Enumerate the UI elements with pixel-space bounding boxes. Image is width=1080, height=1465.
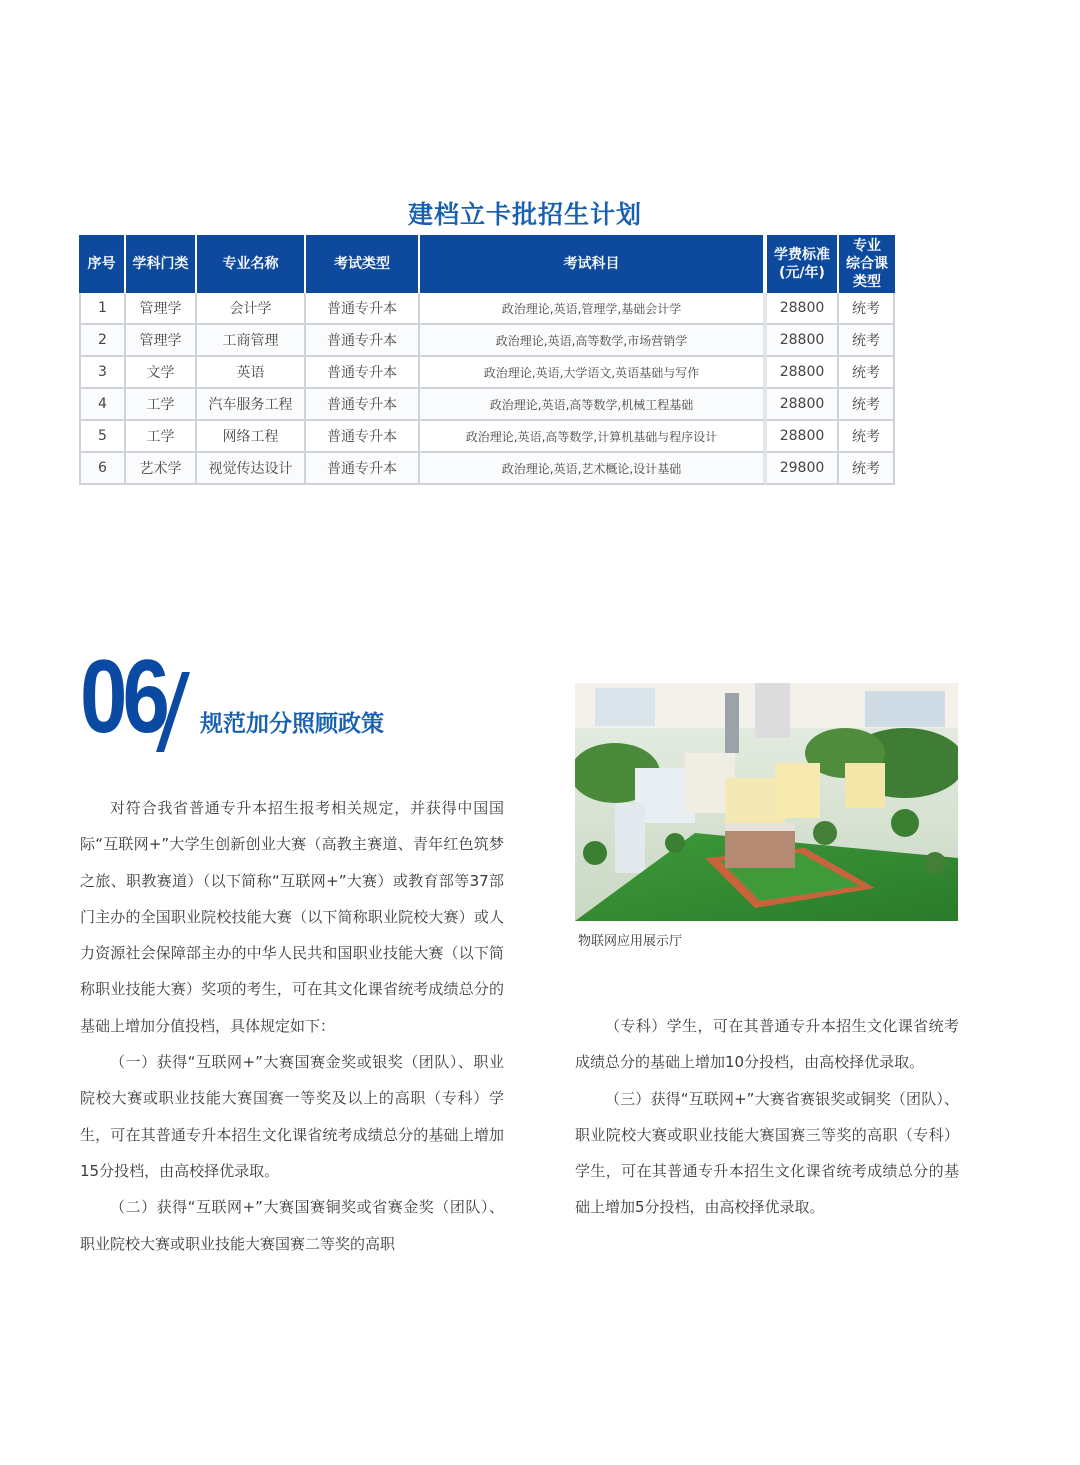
cell-category: 艺术学 [126, 453, 197, 485]
cell-exam-type: 普通专升本 [306, 421, 420, 453]
body-paragraph: 对符合我省普通专升本招生报考相关规定，并获得中国国际“互联网+”大学生创新创业大赛（高教主赛道、青年红色筑梦之旅、职教赛道）（以下简称“互联网+”大赛）或教育部等37部门主办的全国职业院校技能大赛（以下简称职业院校大赛）或人力资源社会保障部主办的中华人民共和国职业技能大赛（以下简称职业技能大赛）奖项的考生，可在其文化课省统考成绩总分的基础上增加分值投档，具体规定如下： [80, 799, 504, 1035]
enrollment-plan-table [79, 235, 895, 485]
cell-seq: 5 [79, 421, 126, 453]
cell-course-type: 统考 [839, 357, 895, 389]
cell-course-type: 统考 [839, 325, 895, 357]
cell-subjects: 政治理论,英语,高等数学,机械工程基础 [420, 389, 767, 421]
cell-subjects: 政治理论,英语,高等数学,市场营销学 [420, 325, 767, 357]
cell-category: 文学 [126, 357, 197, 389]
section-number: 06 [80, 639, 166, 755]
cell-category: 管理学 [126, 293, 197, 325]
table-row [79, 421, 895, 453]
cell-fee: 28800 [767, 389, 839, 421]
header-course-line3: 类型 [853, 274, 881, 290]
cell-course-type: 统考 [839, 421, 895, 453]
cell-category: 工学 [126, 421, 197, 453]
table-title: 建档立卡批招生计划 [407, 200, 642, 229]
header-fee [767, 235, 839, 293]
body-left-column [80, 790, 504, 1262]
header-course-line1: 专业 [853, 238, 881, 254]
cell-fee: 29800 [767, 453, 839, 485]
header-exam-type: 考试类型 [306, 235, 420, 293]
cell-subjects: 政治理论,英语,高等数学,计算机基础与程序设计 [420, 421, 767, 453]
body-paragraph: （一）获得“互联网+”大赛国赛金奖或银奖（团队）、职业院校大赛或职业技能大赛国赛一等奖及以上的高职（专科）学生，可在其普通专升本招生文化课省统考成绩总分的基础上增加15分投档，由高校择优录取。 [80, 1053, 504, 1180]
cell-course-type: 统考 [839, 453, 895, 485]
table-row [79, 453, 895, 485]
cell-subjects: 政治理论,英语,艺术概论,设计基础 [420, 453, 767, 485]
cell-fee: 28800 [767, 421, 839, 453]
table-row [79, 293, 895, 325]
campus-model-illustration [575, 683, 958, 921]
table-row [79, 325, 895, 357]
cell-major: 会计学 [197, 293, 306, 325]
section-slash-decoration [156, 672, 190, 752]
cell-major: 汽车服务工程 [197, 389, 306, 421]
cell-seq: 4 [79, 389, 126, 421]
cell-seq: 2 [79, 325, 126, 357]
cell-major: 视觉传达设计 [197, 453, 306, 485]
cell-subjects: 政治理论,英语,管理学,基础会计学 [420, 293, 767, 325]
body-right-column [575, 1008, 959, 1226]
cell-seq: 1 [79, 293, 126, 325]
cell-category: 管理学 [126, 325, 197, 357]
header-major: 专业名称 [197, 235, 306, 293]
cell-exam-type: 普通专升本 [306, 357, 420, 389]
cell-exam-type: 普通专升本 [306, 389, 420, 421]
header-category: 学科门类 [126, 235, 197, 293]
cell-major: 工商管理 [197, 325, 306, 357]
cell-fee: 28800 [767, 357, 839, 389]
header-fee-line1: 学费标准 [774, 247, 830, 263]
table-header-row [79, 235, 895, 293]
header-subjects: 考试科目 [420, 235, 767, 293]
table-row [79, 357, 895, 389]
header-course-line2: 综合课 [846, 256, 888, 272]
cell-exam-type: 普通专升本 [306, 453, 420, 485]
section-title: 规范加分照顾政策 [200, 711, 384, 737]
body-paragraph: （三）获得“互联网+”大赛省赛银奖或铜奖（团队）、职业院校大赛或职业技能大赛国赛三等奖的高职（专科）学生，可在其普通专升本招生文化课省统考成绩总分的基础上增加5分投档，由高校择优录取。 [575, 1089, 959, 1217]
header-fee-line2: (元/年) [779, 265, 825, 281]
table-row [79, 389, 895, 421]
cell-major: 英语 [197, 357, 306, 389]
photo-caption: 物联网应用展示厅 [578, 934, 683, 949]
body-paragraph: （二）获得“互联网+”大赛国赛铜奖或省赛金奖（团队）、职业院校大赛或职业技能大赛国赛二等奖的高职 [80, 1198, 504, 1253]
cell-course-type: 统考 [839, 389, 895, 421]
cell-subjects: 政治理论,英语,大学语文,英语基础与写作 [420, 357, 767, 389]
body-paragraph: （专科）学生，可在其普通专升本招生文化课省统考成绩总分的基础上增加10分投档，由高校择优录取。 [575, 1017, 959, 1072]
header-seq: 序号 [79, 235, 126, 293]
cell-major: 网络工程 [197, 421, 306, 453]
exhibition-hall-photo [575, 683, 958, 921]
header-course-type [839, 235, 895, 293]
cell-fee: 28800 [767, 293, 839, 325]
cell-seq: 6 [79, 453, 126, 485]
cell-seq: 3 [79, 357, 126, 389]
cell-category: 工学 [126, 389, 197, 421]
cell-exam-type: 普通专升本 [306, 293, 420, 325]
cell-fee: 28800 [767, 325, 839, 357]
cell-course-type: 统考 [839, 293, 895, 325]
cell-exam-type: 普通专升本 [306, 325, 420, 357]
